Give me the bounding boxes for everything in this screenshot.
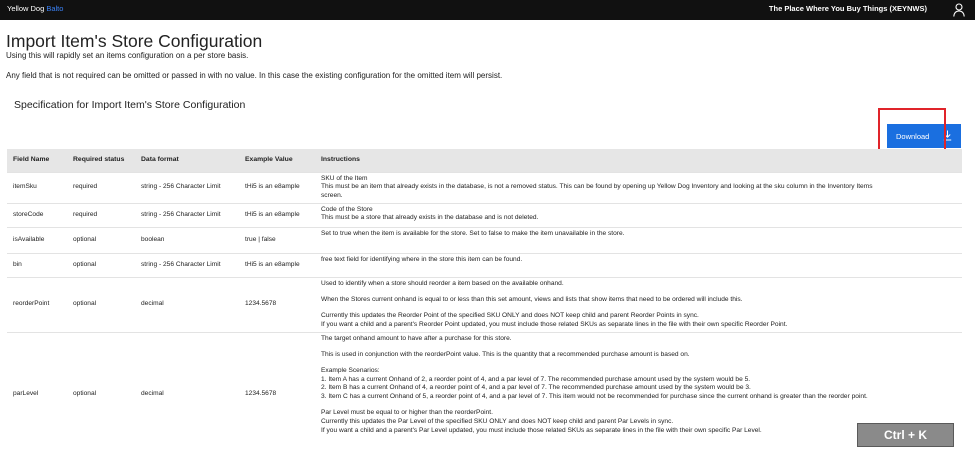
cell-example-value: 1234.5678: [239, 277, 315, 332]
instruction-line: screen.: [321, 191, 343, 199]
header-field-name: Field Name: [13, 156, 50, 163]
brand-name: Yellow Dog: [7, 4, 45, 13]
cell-example-value: tHi5 is an e8ample: [239, 203, 315, 227]
cell-data-format: boolean: [135, 227, 239, 253]
cell-required-status: optional: [67, 227, 135, 253]
download-button[interactable]: [887, 124, 961, 148]
instruction-line: This must be an item that already exists in the database, is not a removed status. This can be found by opening up Yellow Dog Inventory and looking at the sku column in the Inventory Items: [321, 183, 873, 191]
cell-instructions: [315, 277, 962, 332]
cell-required-status: optional: [67, 277, 135, 332]
download-icon: [943, 130, 952, 141]
brand-logo[interactable]: [7, 4, 63, 13]
cell-data-format: string - 256 Character Limit: [135, 172, 239, 203]
cell-data-format: decimal: [135, 277, 239, 332]
instruction-line: Par Level must be equal to or higher than the reorderPoint.: [321, 409, 493, 417]
header-instructions: Instructions: [321, 156, 360, 163]
table-row: [7, 253, 962, 277]
cell-example-value: 1234.5678: [239, 332, 315, 455]
instruction-line: 2. Item B has a current Onhand of 4, a reorder point of 4, and a par level of 7. The recommended purchase amount used by the system would be 3.: [321, 384, 751, 392]
page-subtitle: Using this will rapidly set an items configuration on a per store basis.: [6, 51, 249, 60]
instruction-line: Example Scenarios:: [321, 367, 380, 375]
instruction-line: When the Stores current onhand is equal to or less than this set amount, views and lists that show items that need to be ordered will include this.: [321, 295, 743, 303]
cell-field-name: storeCode: [7, 203, 67, 227]
page-title: Import Item's Store Configuration: [6, 31, 263, 51]
table-row: [7, 203, 962, 227]
download-label: Download: [896, 131, 930, 141]
instruction-line: Set to true when the item is available for the store. Set to false to make the item unavailable in the store.: [321, 229, 625, 237]
cell-data-format: string - 256 Character Limit: [135, 253, 239, 277]
table-row: [7, 172, 962, 203]
header-data-format: Data format: [141, 156, 179, 163]
user-icon[interactable]: [953, 3, 965, 17]
instruction-line: Currently this updates the Reorder Point of the specified SKU ONLY and does NOT keep child and parent Reorder Points in sync.: [321, 312, 699, 320]
cell-data-format: string - 256 Character Limit: [135, 203, 239, 227]
spec-table: [7, 149, 962, 455]
cell-required-status: optional: [67, 253, 135, 277]
keyboard-shortcut-overlay: Ctrl + K: [857, 423, 954, 447]
cell-required-status: required: [67, 172, 135, 203]
page-note: Any field that is not required can be omitted or passed in with no value. In this case the existing configuration for the omitted item will persist.: [6, 71, 503, 80]
cell-field-name: itemSku: [7, 172, 67, 203]
instruction-line: Code of the Store: [321, 205, 373, 213]
table-row: [7, 332, 962, 455]
instruction-line: If you want a child and a parent's Par Level updated, you must include those related SKUs as separate lines in the file with their own specific Par Level.: [321, 426, 762, 434]
header-example-value: Example Value: [245, 156, 293, 163]
header-required-status: Required status: [73, 156, 125, 163]
instruction-line: The target onhand amount to have after a purchase for this store.: [321, 334, 512, 342]
instruction-line: Currently this updates the Par Level of the specified SKU ONLY and does NOT keep child and parent Par Levels in sync.: [321, 418, 674, 426]
cell-field-name: reorderPoint: [7, 277, 67, 332]
cell-example-value: tHi5 is an e8ample: [239, 172, 315, 203]
cell-instructions: [315, 203, 962, 227]
instruction-line: This must be a store that already exists in the database and is not deleted.: [321, 214, 539, 222]
spec-heading: Specification for Import Item's Store Configuration: [14, 99, 246, 111]
table-row: [7, 227, 962, 253]
instruction-line: This is used in conjunction with the reorderPoint value. This is the quantity that a recommended purchase amount is based on.: [321, 350, 690, 358]
table-row: [7, 277, 962, 332]
cell-instructions: [315, 227, 962, 253]
cell-field-name: parLevel: [7, 332, 67, 455]
cell-example-value: tHi5 is an e8ample: [239, 253, 315, 277]
cell-required-status: required: [67, 203, 135, 227]
table-header-row: [7, 149, 962, 172]
cell-field-name: isAvailable: [7, 227, 67, 253]
store-selector[interactable]: The Place Where You Buy Things (XEYNWS): [768, 4, 927, 13]
brand-accent: Balto: [46, 4, 64, 13]
instruction-line: free text field for identifying where in the store this item can be found.: [321, 255, 523, 263]
cell-field-name: bin: [7, 253, 67, 277]
cell-instructions: [315, 253, 962, 277]
cell-example-value: true | false: [239, 227, 315, 253]
instruction-line: 3. Item C has a current Onhand of 5, a reorder point of 4, and a par level of 7. This item would not be recommended for purchase since the current onhand is greater than the reorder point.: [321, 393, 868, 401]
instruction-line: SKU of the Item: [321, 174, 368, 182]
cell-data-format: decimal: [135, 332, 239, 455]
instruction-line: Used to identify when a store should reorder a item based on the available onhand.: [321, 279, 564, 287]
cell-required-status: optional: [67, 332, 135, 455]
top-bar: [0, 0, 975, 20]
cell-instructions: [315, 172, 962, 203]
instruction-line: If you want a child and a parent's Reorder Point updated, you must include those related SKUs as separate lines in the file with their own specific Reorder Point.: [321, 320, 788, 328]
instruction-line: 1. Item A has a current Onhand of 2, a reorder point of 4, and a par level of 7. The recommended purchase amount used by the system would be 5.: [321, 375, 751, 383]
